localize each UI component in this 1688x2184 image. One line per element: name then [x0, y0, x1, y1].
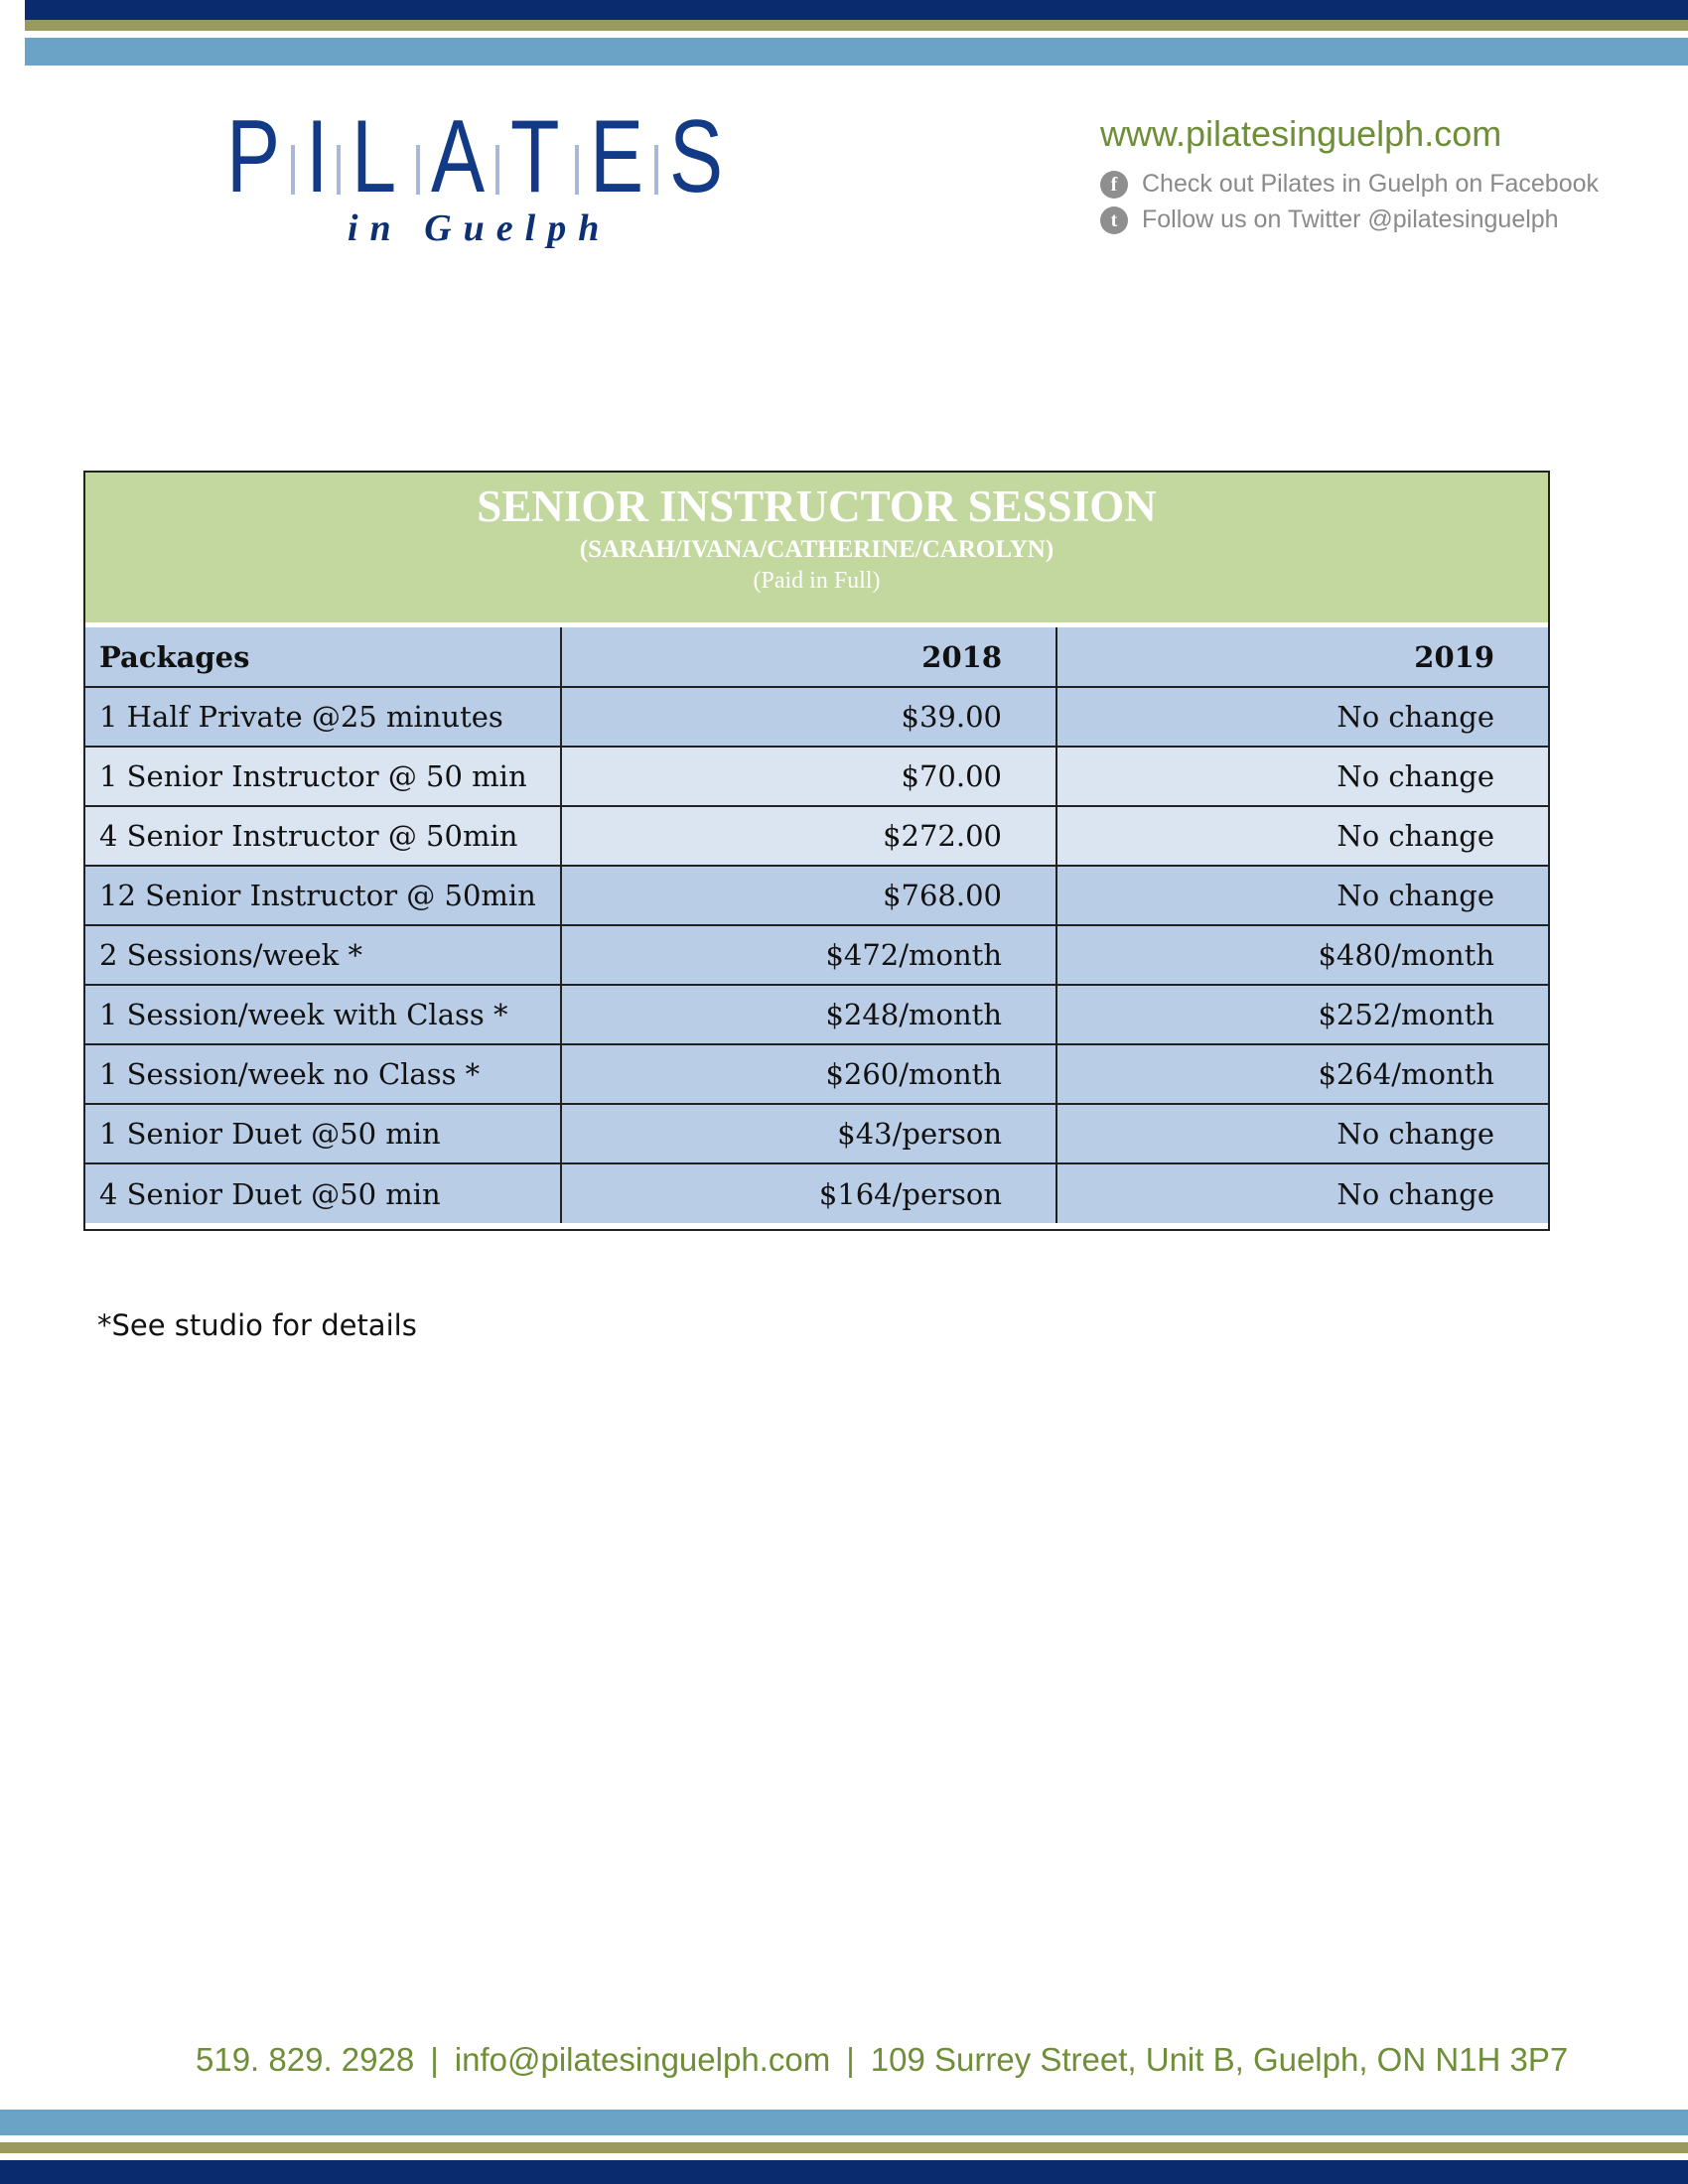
price-2018-cell: $43/person [561, 1104, 1056, 1163]
package-cell: 1 Half Private @25 minutes [85, 687, 561, 747]
logo-letter: I [306, 99, 329, 214]
bottom-olive-stripe [0, 2142, 1688, 2153]
logo-letter: L [352, 99, 397, 214]
top-navy-stripe [25, 0, 1688, 20]
logo-letter: T [510, 99, 560, 214]
column-header-packages: Packages [85, 627, 561, 687]
package-cell: 12 Senior Instructor @ 50min [85, 866, 561, 925]
price-2018-cell: $164/person [561, 1163, 1056, 1223]
price-2019-cell: No change [1056, 866, 1548, 925]
top-blue-stripe [25, 38, 1688, 66]
bottom-navy-stripe [0, 2160, 1688, 2184]
table-row [85, 1104, 1548, 1163]
table-row [85, 925, 1548, 985]
twitter-link[interactable] [1100, 205, 1559, 234]
top-olive-stripe [25, 20, 1688, 31]
price-2019-cell: No change [1056, 806, 1548, 866]
logo-divider [575, 145, 579, 195]
footer-phone[interactable]: 519. 829. 2928 [196, 2041, 415, 2078]
table-row [85, 806, 1548, 866]
footer-address: 109 Surrey Street, Unit B, Guelph, ON N1H 3P7 [870, 2041, 1569, 2078]
pricing-table [83, 471, 1550, 1231]
footer-email[interactable]: info@pilatesinguelph.com [454, 2041, 831, 2078]
bottom-blue-stripe [0, 2110, 1688, 2135]
package-cell: 1 Senior Duet @50 min [85, 1104, 561, 1163]
price-2019-cell: No change [1056, 1163, 1548, 1223]
twitter-label: Follow us on Twitter @pilatesinguelph [1142, 205, 1559, 233]
package-cell: 1 Senior Instructor @ 50 min [85, 747, 561, 806]
logo-divider [416, 145, 420, 195]
table-header-row [85, 627, 1548, 687]
logo-subtitle: in Guelph [348, 207, 612, 249]
facebook-link[interactable] [1100, 170, 1599, 199]
logo-letter: S [669, 99, 724, 214]
logo-divider [337, 145, 341, 195]
price-2019-cell: $264/month [1056, 1044, 1548, 1104]
footnote: *See studio for details [97, 1308, 417, 1342]
payment-note: (Paid in Full) [753, 568, 881, 594]
logo-divider [495, 145, 499, 195]
table-row [85, 866, 1548, 925]
price-2018-cell: $260/month [561, 1044, 1056, 1104]
table-row [85, 747, 1548, 806]
price-2018-cell: $472/month [561, 925, 1056, 985]
facebook-icon: f [1100, 171, 1128, 199]
instructor-names: (SARAH/IVANA/CATHERINE/CAROLYN) [579, 536, 1055, 563]
logo-letter: A [431, 99, 486, 214]
logo-letter: E [590, 99, 644, 214]
table-row [85, 1163, 1548, 1223]
table-title-block [85, 473, 1548, 622]
package-cell: 4 Senior Instructor @ 50min [85, 806, 561, 866]
footer-contact [196, 2041, 1568, 2079]
price-2018-cell: $39.00 [561, 687, 1056, 747]
website-link[interactable]: www.pilatesinguelph.com [1100, 113, 1502, 154]
price-2018-cell: $768.00 [561, 866, 1056, 925]
logo-divider [291, 145, 295, 195]
price-2018-cell: $272.00 [561, 806, 1056, 866]
table-row [85, 1044, 1548, 1104]
price-2018-cell: $70.00 [561, 747, 1056, 806]
price-2019-cell: $252/month [1056, 985, 1548, 1044]
table-row [85, 985, 1548, 1044]
pilates-logo [226, 99, 763, 250]
column-header-2019: 2019 [1056, 627, 1548, 687]
table-row [85, 687, 1548, 747]
price-grid [85, 627, 1548, 1223]
logo-letter: P [226, 99, 281, 214]
package-cell: 1 Session/week no Class * [85, 1044, 561, 1104]
price-2019-cell: No change [1056, 687, 1548, 747]
price-2019-cell: No change [1056, 1104, 1548, 1163]
twitter-icon: t [1100, 206, 1128, 234]
column-header-2018: 2018 [561, 627, 1056, 687]
price-2018-cell: $248/month [561, 985, 1056, 1044]
logo-divider [654, 145, 658, 195]
package-cell: 1 Session/week with Class * [85, 985, 561, 1044]
footer-separator: | [846, 2041, 855, 2078]
footer-separator: | [430, 2041, 439, 2078]
package-cell: 4 Senior Duet @50 min [85, 1163, 561, 1223]
facebook-label: Check out Pilates in Guelph on Facebook [1142, 170, 1599, 198]
package-cell: 2 Sessions/week * [85, 925, 561, 985]
price-2019-cell: No change [1056, 747, 1548, 806]
price-2019-cell: $480/month [1056, 925, 1548, 985]
table-title: SENIOR INSTRUCTOR SESSION [477, 481, 1157, 531]
